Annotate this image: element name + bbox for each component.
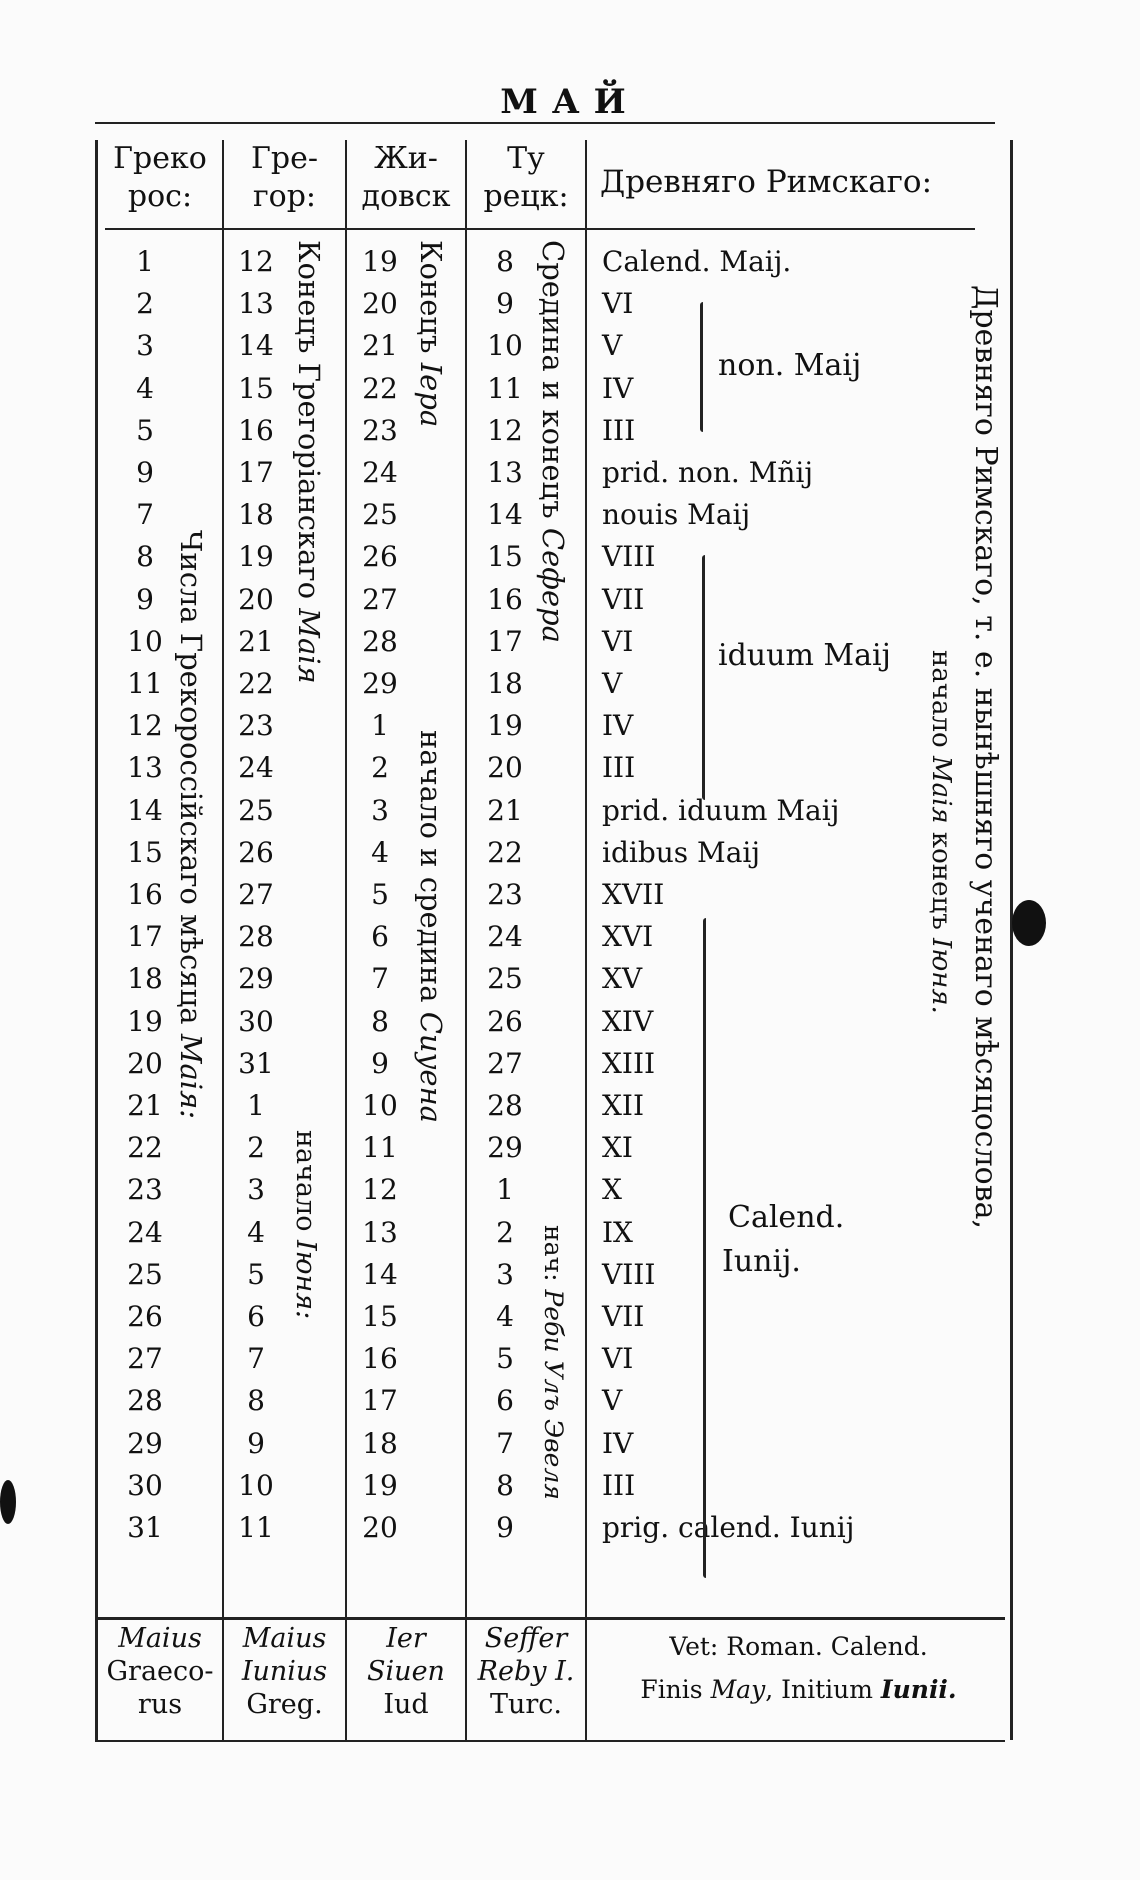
gregorian-day-cell: 12	[238, 245, 274, 278]
turkish-day-cell: 6	[496, 1384, 514, 1418]
roman-row: Calend. Maij.	[602, 245, 792, 278]
jewish-day-cell: 18	[362, 1426, 398, 1460]
gregorian-bottom-note: начало Іюня:	[290, 1130, 321, 1320]
footer-greek: Maius Graeco- rus	[106, 1623, 214, 1720]
greek-day-cell: 18	[127, 962, 163, 996]
gregorian-day-cell: 20	[238, 582, 274, 616]
greek-day-cell: 13	[127, 751, 163, 785]
top-rule	[95, 122, 995, 124]
gregorian-day-cell: 17	[238, 456, 274, 489]
roman-row: VI	[602, 1342, 634, 1376]
turkish-top-note: Средина и конецъ Сеферa	[536, 240, 570, 643]
brace-label-calend-2: Iunij.	[722, 1244, 801, 1279]
brace-label-idus: iduum Maij	[718, 638, 891, 673]
jewish-day-cell: 16	[362, 1342, 398, 1376]
footer-roman: Vet: Roman. Calend. Finis May, Initium Iunii.	[640, 1632, 957, 1704]
turkish-day-cell: 10	[487, 329, 523, 363]
gregorian-day-cell: 25	[238, 793, 274, 827]
jewish-day-cell: 7	[371, 962, 389, 996]
jewish-day-cell: 11	[362, 1131, 398, 1165]
turkish-day-cell: 8	[496, 1468, 514, 1502]
roman-row: idibus Maij	[602, 835, 761, 869]
roman-row: XVI	[602, 920, 654, 954]
turkish-day-cell: 16	[487, 582, 523, 616]
roman-row: VI	[602, 287, 634, 321]
turkish-day-cell: 22	[487, 835, 523, 869]
greek-day-cell: 23	[127, 1173, 163, 1207]
brace-label-nonae: non. Maij	[718, 348, 862, 383]
greek-day-cell: 14	[127, 793, 163, 827]
gregorian-day-cell: 27	[238, 878, 274, 911]
greek-day-cell: 5	[136, 413, 154, 447]
jewish-day-cell: 10	[362, 1089, 398, 1122]
turkish-day-cell: 9	[496, 287, 514, 321]
ink-blot-right	[1012, 900, 1046, 946]
header-gregorian: Гре- гор:	[251, 141, 318, 214]
roman-row: VII	[602, 582, 645, 616]
roman-row: III	[602, 1468, 636, 1502]
turkish-day-cell: 26	[487, 1004, 523, 1038]
roman-row: X	[602, 1173, 622, 1207]
roman-row: V	[602, 329, 623, 363]
gregorian-day-cell: 23	[238, 709, 274, 743]
roman-row: XV	[602, 962, 643, 996]
jewish-day-cell: 1	[371, 709, 389, 743]
roman-row: IV	[602, 709, 634, 743]
jewish-day-cell: 14	[362, 1257, 398, 1291]
gregorian-day-cell: 14	[238, 329, 274, 363]
roman-row: VI	[602, 624, 634, 658]
gregorian-day-cell: 28	[238, 920, 274, 954]
gregorian-day-cell: 6	[247, 1300, 265, 1333]
greek-day-cell: 21	[127, 1089, 163, 1122]
roman-row: VII	[602, 1300, 645, 1333]
turkish-day-cell: 18	[487, 667, 523, 700]
jewish-day-cell: 12	[362, 1173, 398, 1207]
jewish-day-cell: 5	[371, 878, 389, 911]
jewish-day-cell: 23	[362, 413, 398, 447]
greek-day-cell: 19	[127, 1004, 163, 1038]
roman-row: nouis Maij	[602, 498, 751, 532]
gregorian-day-cell: 1	[247, 1089, 265, 1122]
turkish-day-cell: 5	[496, 1342, 514, 1376]
jewish-day-cell: 19	[362, 245, 398, 278]
greek-day-cell: 9	[136, 456, 154, 489]
gregorian-day-cell: 24	[238, 751, 274, 785]
roman-row: prid. non. Mñij	[602, 456, 814, 489]
greek-day-cell: 15	[127, 835, 163, 869]
gregorian-day-cell: 9	[247, 1426, 265, 1460]
greek-side-note: Числа Грекороссійскаго мѣсяца Маія:	[174, 530, 208, 1120]
gregorian-day-cell: 8	[247, 1384, 265, 1418]
greek-day-cell: 17	[127, 920, 163, 954]
greek-day-cell: 2	[136, 287, 154, 321]
turkish-day-cell: 4	[496, 1300, 514, 1333]
turkish-bottom-note: нач: Реби Улъ Эвеля	[539, 1225, 568, 1500]
turkish-day-cell: 14	[487, 498, 523, 532]
jewish-day-cell: 26	[362, 540, 398, 574]
gregorian-day-cell: 16	[238, 413, 274, 447]
greek-day-cell: 16	[127, 878, 163, 911]
turkish-day-cell: 13	[487, 456, 523, 489]
ink-blot-left	[0, 1480, 16, 1524]
roman-row: IX	[602, 1215, 633, 1249]
jewish-day-cell: 6	[371, 920, 389, 954]
jewish-day-cell: 20	[362, 287, 398, 321]
roman-inner-note: начало Маія конецъ Іюня.	[926, 650, 956, 1014]
turkish-day-cell: 2	[496, 1215, 514, 1249]
left-border	[95, 140, 98, 1740]
footer-top-rule	[95, 1617, 1005, 1620]
brace-label-calend-1: Calend.	[728, 1200, 845, 1235]
roman-row: IV	[602, 371, 634, 405]
bottom-rule	[95, 1740, 1005, 1742]
col-sep-2	[345, 140, 347, 1740]
greek-day-cell: 12	[127, 709, 163, 743]
jewish-day-cell: 19	[362, 1468, 398, 1502]
greek-day-cell: 4	[136, 371, 154, 405]
turkish-day-cell: 11	[487, 371, 523, 405]
greek-day-cell: 9	[136, 582, 154, 616]
brace-nonae	[700, 302, 703, 432]
turkish-day-cell: 20	[487, 751, 523, 785]
jewish-day-cell: 9	[371, 1046, 389, 1080]
footer-gregorian: Maius Iunius Greg.	[241, 1623, 328, 1720]
jewish-bottom-note: начало и средина Сиуена	[414, 730, 448, 1123]
brace-idus	[702, 555, 705, 800]
jewish-day-cell: 3	[371, 793, 389, 827]
gregorian-day-cell: 31	[238, 1046, 274, 1080]
greek-day-cell: 20	[127, 1046, 163, 1080]
jewish-day-cell: 25	[362, 498, 398, 532]
gregorian-day-cell: 29	[238, 962, 274, 996]
greek-day-cell: 22	[127, 1131, 163, 1165]
greek-day-cell: 1	[136, 245, 154, 278]
gregorian-day-cell: 3	[247, 1173, 265, 1207]
jewish-day-cell: 24	[362, 456, 398, 489]
jewish-day-cell: 15	[362, 1300, 398, 1333]
turkish-day-cell: 25	[487, 962, 523, 996]
roman-outer-note: Древняго Римскаго, т. е. нынѣшняго ученаго мѣсяцослова,	[968, 285, 1003, 1230]
roman-row: VIII	[602, 540, 656, 574]
header-greek: Греко рос:	[113, 141, 207, 214]
greek-day-cell: 8	[136, 540, 154, 574]
gregorian-top-note: Конецъ Грегоріанскаго Маія	[292, 240, 326, 684]
header-roman: Древняго Римскаго:	[600, 164, 933, 200]
header-turkish: Ту рецк:	[483, 141, 569, 214]
turkish-day-cell: 15	[487, 540, 523, 574]
jewish-day-cell: 13	[362, 1215, 398, 1249]
turkish-day-cell: 17	[487, 624, 523, 658]
roman-row: prid. iduum Maij	[602, 793, 840, 827]
brace-calend	[703, 918, 706, 1578]
col-sep-1	[222, 140, 224, 1740]
col-sep-3	[465, 140, 467, 1740]
gregorian-day-cell: 2	[247, 1131, 265, 1165]
gregorian-day-cell: 5	[247, 1257, 265, 1291]
right-border	[1010, 140, 1013, 1740]
turkish-day-cell: 9	[496, 1511, 514, 1544]
turkish-day-cell: 29	[487, 1131, 523, 1165]
footer-jewish: Ier Siuen Iud	[367, 1623, 445, 1720]
turkish-day-cell: 23	[487, 878, 523, 911]
gregorian-day-cell: 18	[238, 498, 274, 532]
turkish-day-cell: 12	[487, 413, 523, 447]
jewish-day-cell: 8	[371, 1004, 389, 1038]
roman-row: prig. calend. Iunij	[602, 1511, 855, 1544]
turkish-day-cell: 7	[496, 1426, 514, 1460]
roman-row: XI	[602, 1131, 633, 1165]
gregorian-day-cell: 11	[238, 1511, 274, 1544]
jewish-day-cell: 2	[371, 751, 389, 785]
jewish-day-cell: 17	[362, 1384, 398, 1418]
turkish-day-cell: 19	[487, 709, 523, 743]
jewish-day-cell: 29	[362, 667, 398, 700]
roman-row: XII	[602, 1089, 645, 1122]
col-sep-4	[585, 140, 587, 1740]
greek-day-cell: 28	[127, 1384, 163, 1418]
turkish-day-cell: 3	[496, 1257, 514, 1291]
greek-day-cell: 24	[127, 1215, 163, 1249]
greek-day-cell: 7	[136, 498, 154, 532]
gregorian-day-cell: 4	[247, 1215, 265, 1249]
greek-day-cell: 27	[127, 1342, 163, 1376]
gregorian-day-cell: 22	[238, 667, 274, 700]
roman-row: V	[602, 667, 623, 700]
turkish-day-cell: 1	[496, 1173, 514, 1207]
turkish-day-cell: 21	[487, 793, 523, 827]
jewish-day-cell: 20	[362, 1511, 398, 1544]
header-jewish: Жи- довск	[361, 141, 451, 214]
greek-day-cell: 3	[136, 329, 154, 363]
jewish-day-cell: 21	[362, 329, 398, 363]
greek-day-cell: 10	[127, 624, 163, 658]
roman-row: XIII	[602, 1046, 656, 1080]
gregorian-day-cell: 26	[238, 835, 274, 869]
jewish-top-note: Конецъ Іера	[414, 240, 448, 428]
roman-row: III	[602, 751, 636, 785]
roman-row: XIV	[602, 1004, 654, 1038]
gregorian-day-cell: 15	[238, 371, 274, 405]
turkish-day-cell: 27	[487, 1046, 523, 1080]
greek-day-cell: 26	[127, 1300, 163, 1333]
header-rule	[105, 228, 975, 230]
greek-day-cell: 25	[127, 1257, 163, 1291]
turkish-day-cell: 28	[487, 1089, 523, 1122]
roman-row: IV	[602, 1426, 634, 1460]
greek-day-cell: 11	[127, 667, 163, 700]
jewish-day-cell: 22	[362, 371, 398, 405]
greek-day-cell: 29	[127, 1426, 163, 1460]
page-title: МАЙ	[500, 82, 640, 122]
jewish-day-cell: 28	[362, 624, 398, 658]
roman-row: VIII	[602, 1257, 656, 1291]
gregorian-day-cell: 19	[238, 540, 274, 574]
turkish-day-cell: 24	[487, 920, 523, 954]
gregorian-day-cell: 7	[247, 1342, 265, 1376]
gregorian-day-cell: 30	[238, 1004, 274, 1038]
turkish-day-cell: 8	[496, 245, 514, 278]
greek-day-cell: 31	[127, 1511, 163, 1544]
roman-row: XVII	[602, 878, 665, 911]
jewish-day-cell: 27	[362, 582, 398, 616]
roman-row: V	[602, 1384, 623, 1418]
footer-turkish: Seffer Reby I. Turc.	[477, 1623, 575, 1720]
roman-row: III	[602, 413, 636, 447]
gregorian-day-cell: 10	[238, 1468, 274, 1502]
gregorian-day-cell: 21	[238, 624, 274, 658]
jewish-day-cell: 4	[371, 835, 389, 869]
gregorian-day-cell: 13	[238, 287, 274, 321]
greek-day-cell: 30	[127, 1468, 163, 1502]
